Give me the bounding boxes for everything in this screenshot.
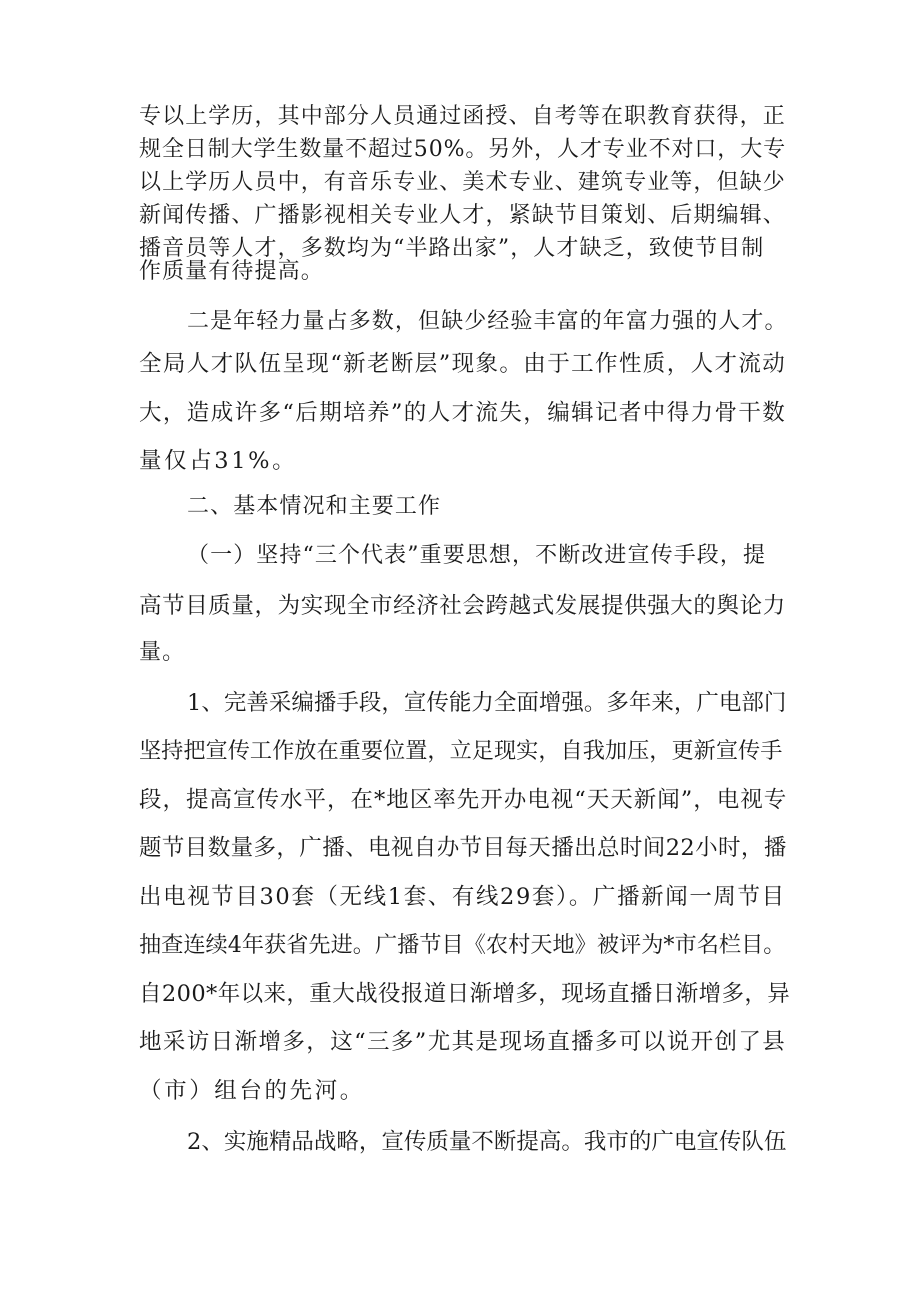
text-line: 出电视节目30套（无线1套、有线29套）。广播新闻一周节目 [139,884,786,910]
subsection-heading: （一）坚持“三个代表”重要思想，不断改进宣传手段，提 [187,543,767,568]
text-line: 新闻传播、广播影视相关专业人才，紧缺节目策划、后期编辑、 [139,203,786,228]
text-line: 抽查连续4年获省先进。广播节目《农村天地》被评为*市名栏目。 [139,932,786,958]
text-line: 自200*年以来，重大战役报道日渐增多，现场直播日渐增多，异 [139,981,791,1007]
text-line: 坚持把宣传工作放在重要位置，立足现实，自我加压，更新宣传手 [139,738,783,764]
text-line: 全局人才队伍呈现“新老断层”现象。由于工作性质，人才流动 [139,351,787,377]
text-line: （市）组台的先河。 [139,1078,365,1104]
text-line: 二是年轻力量占多数，但缺少经验丰富的年富力强的人才。 [187,309,788,334]
text-line: 以上学历人员中，有音乐专业、美术专业、建筑专业等，但缺少 [139,170,786,195]
text-line: 1、完善采编播手段，宣传能力全面增强。多年来，广电部门 [187,690,787,716]
text-line: 大，造成许多“后期培养”的人才流失，编辑记者中得力骨干数 [139,400,787,426]
text-line: 段，提高宣传水平，在*地区率先开办电视“天天新闻”，电视专 [139,787,788,813]
subsection-heading: 高节目质量，为实现全市经济社会跨越式发展提供强大的舆论力 [139,593,786,619]
section-heading: 二、基本情况和主要工作 [187,494,442,519]
text-line: 量仅占31%。 [139,448,298,474]
text-line: 地采访日渐增多，这“三多”尤其是现场直播多可以说开创了县 [139,1029,787,1055]
text-line: 题节目数量多，广播、电视自办节目每天播出总时间22小时，播 [139,835,787,861]
text-line: 规全日制大学生数量不超过50%。另外，人才专业不对口，大专 [139,137,787,162]
text-line: 2、实施精品战略，宣传质量不断提高。我市的广电宣传队伍 [187,1129,787,1155]
subsection-heading: 量。 [139,640,186,665]
text-line: 作质量有待提高。 [139,259,324,284]
text-line: 播音员等人才，多数均为“半路出家”，人才缺乏，致使节目制 [139,236,765,261]
text-line: 专以上学历，其中部分人员通过函授、自考等在职教育获得，正 [139,104,786,129]
